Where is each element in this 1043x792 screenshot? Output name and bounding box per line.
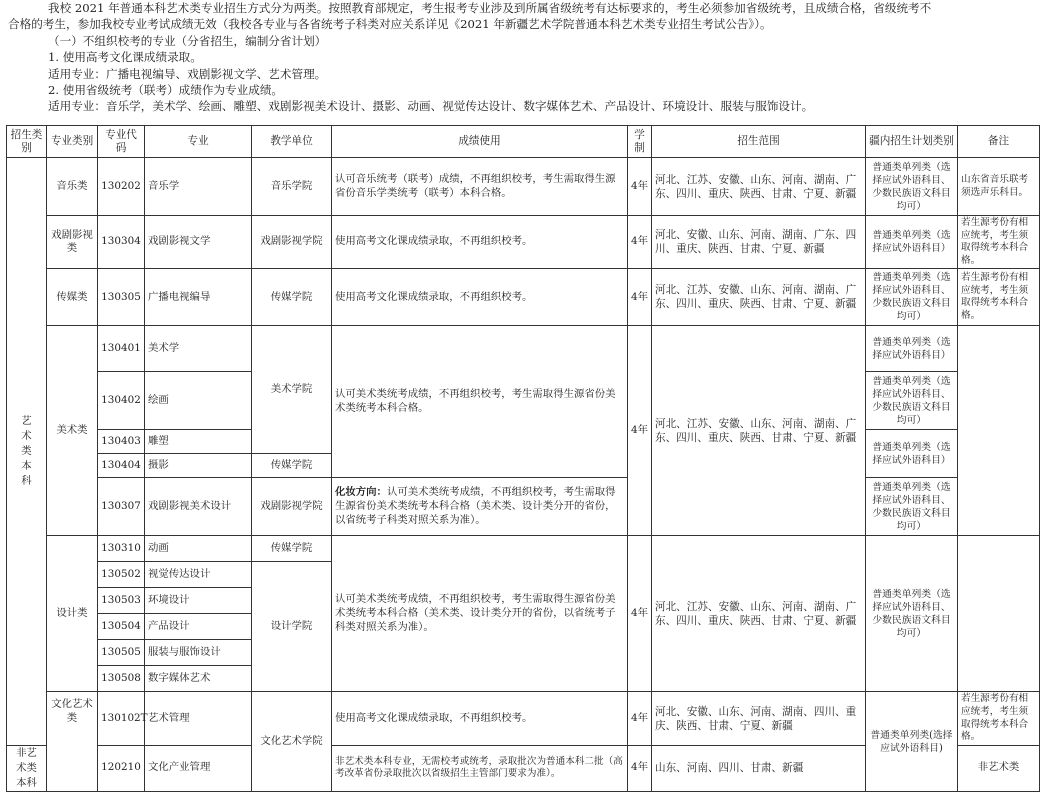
makeup-direction-text: 认可美术类统考成绩，不再组织校考，考生需取得生源省份美术类统考本科合格（美术类、设计类分开的省份，以省统考子科类对照关系为准）。	[335, 486, 616, 526]
intro-item-1: 1. 使用高考文化课成绩录取。	[48, 50, 202, 65]
major-name: 绘画	[145, 372, 252, 430]
major-name: 视觉传达设计	[145, 562, 252, 588]
header-cell: 学制	[628, 126, 652, 158]
plan-category: 普通类单列类（选择应试外语科目）	[866, 326, 958, 372]
remark: 若生源考份有相应统考，考生须取得统考本科合格。	[958, 216, 1040, 269]
study-years: 4年	[628, 326, 652, 536]
plan-category: 普通类单列类（选择应试外语科目、少数民族语文科目均可）	[866, 372, 958, 430]
score-usage: 使用高考文化课成绩录取，不再组织校考。	[332, 692, 628, 745]
teaching-unit: 传媒学院	[252, 269, 332, 326]
plan-category: 普通类单列类（选择应试外语科目、少数民族语文科目均可）	[866, 478, 958, 536]
intro-item-1-majors: 适用专业：广播电视编导、戏剧影视文学、艺术管理。	[48, 66, 327, 81]
major-name: 环境设计	[145, 588, 252, 614]
major-code: 130503	[98, 588, 145, 614]
subcategory-culture: 文化艺术类	[47, 692, 98, 791]
plan-category: 普通类单列类（选择应试外语科目、少数民族语文科目均可）	[866, 158, 958, 216]
major-code: 130304	[98, 216, 145, 269]
major-name: 数字媒体艺术	[145, 666, 252, 692]
study-years: 4年	[628, 536, 652, 692]
teaching-unit: 戏剧影视学院	[252, 216, 332, 269]
major-code: 130310	[98, 536, 145, 562]
remark	[958, 326, 1040, 536]
teaching-unit: 传媒学院	[252, 536, 332, 562]
major-name: 戏剧影视文学	[145, 216, 252, 269]
study-years: 4年	[628, 158, 652, 216]
study-years: 4年	[628, 745, 652, 791]
major-code: 130307	[98, 478, 145, 536]
header-cell: 疆内招生计划类别	[866, 126, 958, 158]
major-name: 服装与服饰设计	[145, 640, 252, 666]
score-usage	[332, 478, 628, 536]
admission-table	[6, 125, 1040, 792]
subcategory-drama: 戏剧影视类	[47, 216, 98, 269]
major-code: 120210	[98, 745, 145, 791]
enrollment-range: 河北、安徽、山东、河南、湖南、四川、重庆、陕西、甘肃、宁夏、新疆	[652, 692, 866, 745]
subcategory-design: 设计类	[47, 536, 98, 692]
score-usage: 认可美术类统考成绩，不再组织校考，考生需取得生源省份美术类统考本科合格（美术类、设计类分开的省份，以省统考子科类对照关系为准）。	[332, 536, 628, 692]
major-name: 广播电视编导	[145, 269, 252, 326]
major-name: 美术学	[145, 326, 252, 372]
score-usage: 认可美术类统考成绩，不再组织校考，考生需取得生源省份美术类统考本科合格。	[332, 326, 628, 478]
intro-item-2: 2. 使用省级统考（联考）成绩作为专业成绩。	[48, 83, 284, 98]
major-code: 130504	[98, 614, 145, 640]
score-usage: 非艺术类本科专业，无需校考或统考，录取批次为普通本科二批（高考改革省份录取批次以省级招生主管部门要求为准）。	[332, 745, 628, 791]
major-code: 130508	[98, 666, 145, 692]
category-art: 艺术类本科	[7, 158, 47, 746]
score-usage: 使用高考文化课成绩录取，不再组织校考。	[332, 216, 628, 269]
header-cell: 招生范围	[652, 126, 866, 158]
table-row	[7, 158, 1040, 216]
major-code: 130402	[98, 372, 145, 430]
remark: 山东省音乐联考须选声乐科目。	[958, 158, 1040, 216]
intro-item-2-majors: 适用专业：音乐学，美术学、绘画、雕塑、戏剧影视美术设计、摄影、动画、视觉传达设计、数字媒体艺术、产品设计、环境设计、服装与服饰设计。	[48, 99, 814, 114]
teaching-unit: 设计学院	[252, 562, 332, 692]
table-row	[7, 692, 1040, 745]
header-cell: 备注	[958, 126, 1040, 158]
teaching-unit: 美术学院	[252, 326, 332, 454]
study-years: 4年	[628, 216, 652, 269]
header-cell: 专业类别	[47, 126, 98, 158]
subcategory-media: 传媒类	[47, 269, 98, 326]
plan-category: 普通类单列类(选择应试外语科目)	[866, 692, 958, 791]
subcategory-fine-arts: 美术类	[47, 326, 98, 536]
major-name: 摄影	[145, 454, 252, 478]
study-years: 4年	[628, 692, 652, 745]
plan-category: 普通类单列类（选择应试外语科目）	[866, 216, 958, 269]
remark	[958, 536, 1040, 692]
table-row	[7, 326, 1040, 372]
enrollment-range: 河北、安徽、山东、河南、湖南、广东、四川、重庆、陕西、甘肃、宁夏、新疆	[652, 216, 866, 269]
subcategory-music: 音乐类	[47, 158, 98, 216]
major-code: 130502	[98, 562, 145, 588]
major-code: 130401	[98, 326, 145, 372]
table-row	[7, 269, 1040, 326]
major-code: 130404	[98, 454, 145, 478]
plan-category: 普通类单列类（选择应试外语科目、少数民族语文科目均可）	[866, 269, 958, 326]
header-cell: 专业	[145, 126, 252, 158]
header-cell: 招生类别	[7, 126, 47, 158]
major-code: 130403	[98, 430, 145, 454]
major-code: 130305	[98, 269, 145, 326]
intro-line-1: 我校 2021 年普通本科艺术类专业招生方式分为两类。按照教育部规定，考生报考专业涉及到所属省级统考有达标要求的，考生必须参加省级统考，且成绩合格，省级统考不	[48, 1, 932, 15]
category-non-art: 非艺术类本科	[7, 745, 47, 791]
major-name: 艺术管理	[145, 692, 252, 745]
major-name: 动画	[145, 536, 252, 562]
major-code: 130202	[98, 158, 145, 216]
remark: 若生源考份有相应统考，考生须取得统考本科合格。	[958, 692, 1040, 745]
enrollment-range: 河北、江苏、安徽、山东、河南、湖南、广东、四川、重庆、陕西、甘肃、宁夏、新疆	[652, 326, 866, 536]
enrollment-range: 山东、河南、四川、甘肃、新疆	[652, 745, 866, 791]
intro-line-2: 合格的考生，参加我校专业考试成绩无效（我校各专业与各省统考子科类对应关系详见《2021 年新疆艺术学院普通本科艺术类专业招生考试公告》）。	[8, 17, 772, 32]
major-code: 130505	[98, 640, 145, 666]
remark: 若生源考份有相应统考，考生须取得统考本科合格。	[958, 269, 1040, 326]
plan-category: 普通类单列类（选择应试外语科目）	[866, 430, 958, 478]
header-cell: 教学单位	[252, 126, 332, 158]
major-name: 音乐学	[145, 158, 252, 216]
table-row	[7, 216, 1040, 269]
score-usage: 使用高考文化课成绩录取，不再组织校考。	[332, 269, 628, 326]
table-row	[7, 478, 1040, 536]
study-years: 4年	[628, 269, 652, 326]
enrollment-range: 河北、江苏、安徽、山东、河南、湖南、广东、四川、重庆、陕西、甘肃、宁夏、新疆	[652, 158, 866, 216]
major-name: 戏剧影视美术设计	[145, 478, 252, 536]
teaching-unit: 文化艺术学院	[252, 692, 332, 791]
makeup-direction-label: 化妆方向：	[335, 486, 387, 499]
table-header-row	[7, 126, 1040, 158]
intro-text	[8, 0, 1038, 115]
remark: 非艺术类	[958, 745, 1040, 791]
plan-category: 普通类单列类（选择应试外语科目、少数民族语文科目均可）	[866, 536, 958, 692]
major-code: 130102T	[98, 692, 145, 745]
score-usage: 认可音乐统考（联考）成绩，不再组织校考，考生需取得生源省份音乐学类统考（联考）本科合格。	[332, 158, 628, 216]
enrollment-range: 河北、江苏、安徽、山东、河南、湖南、广东、四川、重庆、陕西、甘肃、宁夏、新疆	[652, 269, 866, 326]
teaching-unit: 音乐学院	[252, 158, 332, 216]
header-cell: 成绩使用	[332, 126, 628, 158]
header-cell: 专业代码	[98, 126, 145, 158]
teaching-unit: 戏剧影视学院	[252, 478, 332, 536]
major-name: 文化产业管理	[145, 745, 252, 791]
intro-heading: （一）不组织校考的专业（分省招生，编制分省计划）	[48, 33, 327, 48]
major-name: 产品设计	[145, 614, 252, 640]
major-name: 雕塑	[145, 430, 252, 454]
table-row	[7, 536, 1040, 562]
enrollment-range: 河北、江苏、安徽、山东、河南、湖南、广东、四川、重庆、陕西、甘肃、宁夏、新疆	[652, 536, 866, 692]
teaching-unit: 传媒学院	[252, 454, 332, 478]
